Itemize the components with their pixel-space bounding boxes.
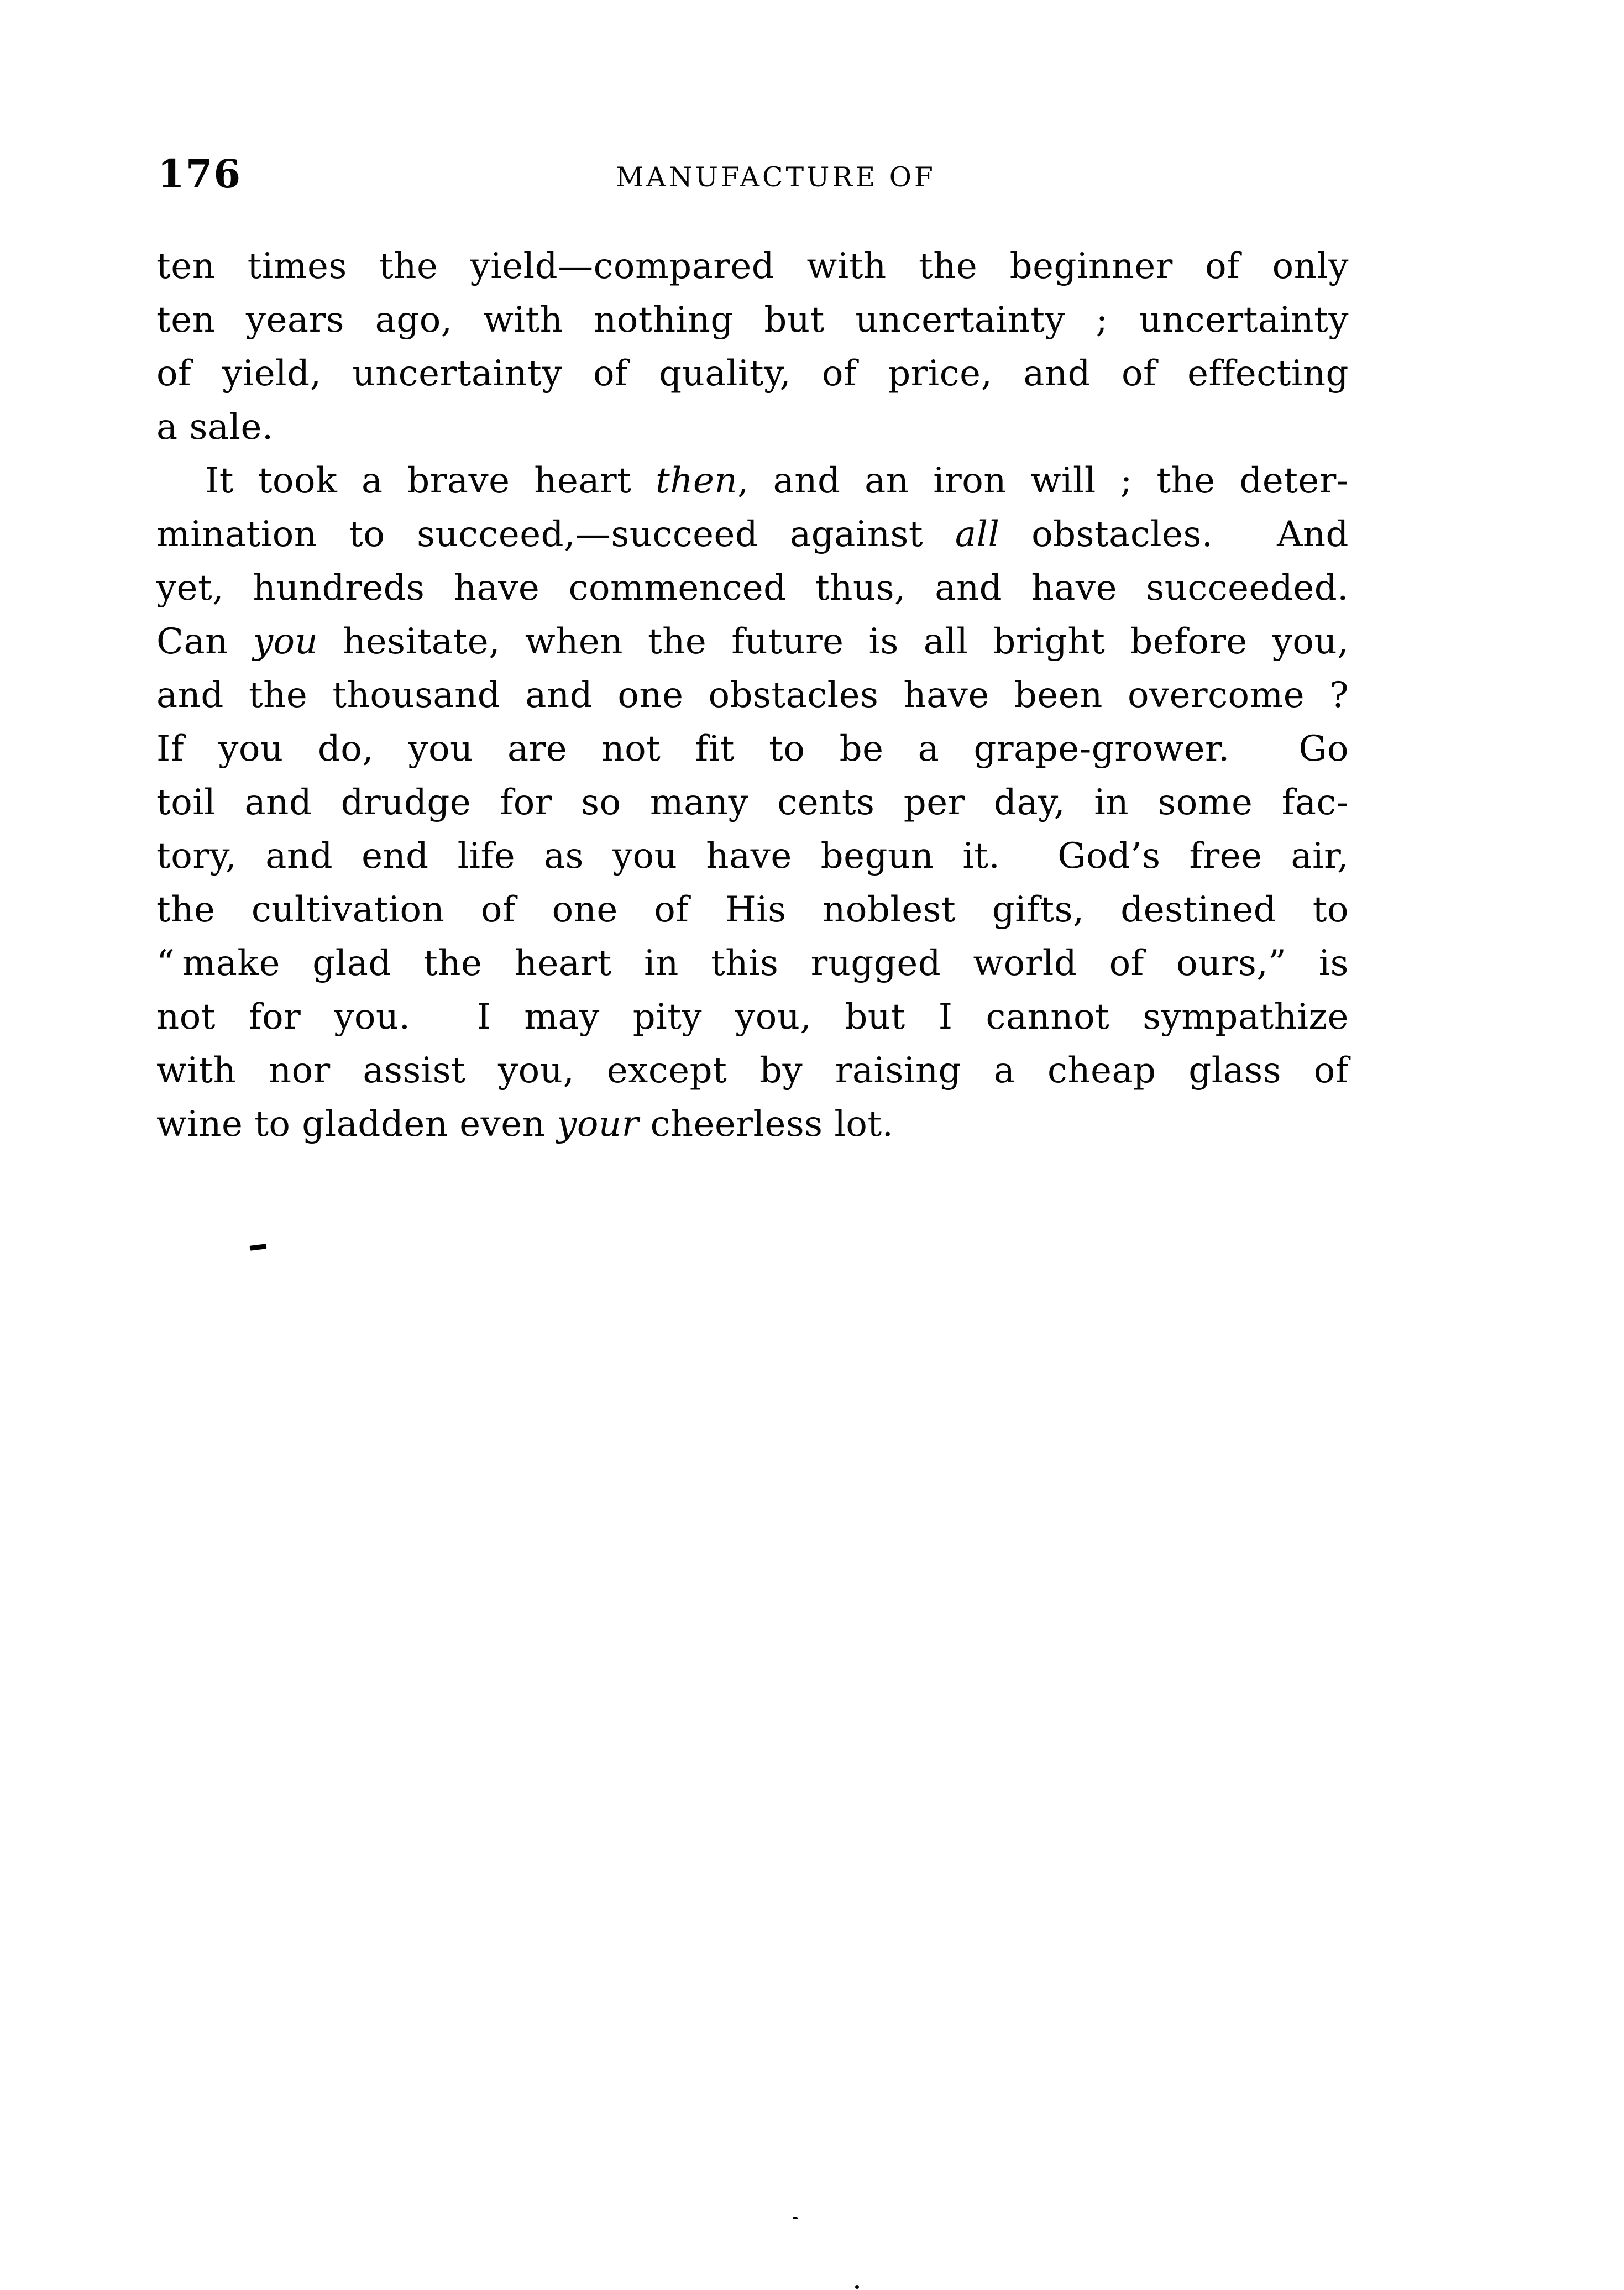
ink-smudge xyxy=(793,2217,798,2219)
text-line xyxy=(156,883,1349,937)
text-line xyxy=(156,669,1349,722)
text-segment: ten years ago, with nothing but uncertainty ; uncertainty xyxy=(156,300,1349,340)
text-segment: and the thousand and one obstacles have been overcome ? xyxy=(156,675,1349,716)
text-line xyxy=(156,830,1349,883)
text-line xyxy=(156,454,1349,508)
text-segment: hesitate, when the future is all bright before you, xyxy=(318,621,1349,662)
text-segment: with nor assist you, except by raising a cheap glass of xyxy=(156,1050,1349,1091)
text-segment: , and an iron will ; the deter- xyxy=(737,460,1349,501)
italic-text-segment: then xyxy=(656,460,738,501)
text-line xyxy=(156,294,1349,347)
running-header-title: MANUFACTURE OF xyxy=(616,161,936,193)
text-segment: “ make glad the heart in this rugged world of ours,” is xyxy=(156,943,1349,984)
text-segment: not for you. I may pity you, but I cannot sympathize xyxy=(156,997,1349,1037)
paragraph xyxy=(156,454,1349,1151)
italic-text-segment: all xyxy=(955,514,1000,555)
text-segment: yet, hundreds have commenced thus, and have succeeded. xyxy=(156,568,1349,609)
text-line xyxy=(156,615,1349,669)
text-segment: toil and drudge for so many cents per day, in some fac- xyxy=(156,782,1349,823)
text-line xyxy=(156,1098,1349,1151)
text-line xyxy=(156,1044,1349,1098)
italic-text-segment: you xyxy=(253,621,318,662)
text-line xyxy=(156,562,1349,615)
text-segment: ten times the yield—compared with the beginner of only xyxy=(156,246,1349,287)
text-line xyxy=(156,776,1349,830)
text-line xyxy=(156,508,1349,562)
text-line xyxy=(156,347,1349,401)
italic-text-segment: your xyxy=(557,1104,639,1145)
text-segment: cheerless lot. xyxy=(638,1104,894,1145)
text-line xyxy=(156,991,1349,1044)
text-segment: a sale. xyxy=(156,407,274,448)
text-line xyxy=(156,722,1349,776)
text-segment: wine to gladden even xyxy=(156,1104,557,1145)
paragraph xyxy=(156,240,1349,454)
text-segment: Can xyxy=(156,621,253,662)
text-line xyxy=(156,240,1349,294)
text-line xyxy=(156,937,1349,991)
text-segment: of yield, uncertainty of quality, of price, and of effecting xyxy=(156,353,1349,394)
ink-smudge xyxy=(250,1244,267,1251)
text-segment: It took a brave heart xyxy=(205,460,656,501)
page-header xyxy=(156,151,1349,195)
text-line xyxy=(156,401,1349,454)
ink-smudge xyxy=(855,2285,859,2289)
body-text xyxy=(156,240,1349,1151)
text-segment: mination to succeed,—succeed against xyxy=(156,514,955,555)
page-number: 176 xyxy=(158,151,242,197)
text-segment: If you do, you are not fit to be a grape-grower. Go xyxy=(156,729,1349,769)
text-segment: the cultivation of one of His noblest gifts, destined to xyxy=(156,889,1349,930)
text-segment: tory, and end life as you have begun it. God’s free air, xyxy=(156,836,1349,877)
text-segment: obstacles. And xyxy=(999,514,1349,555)
